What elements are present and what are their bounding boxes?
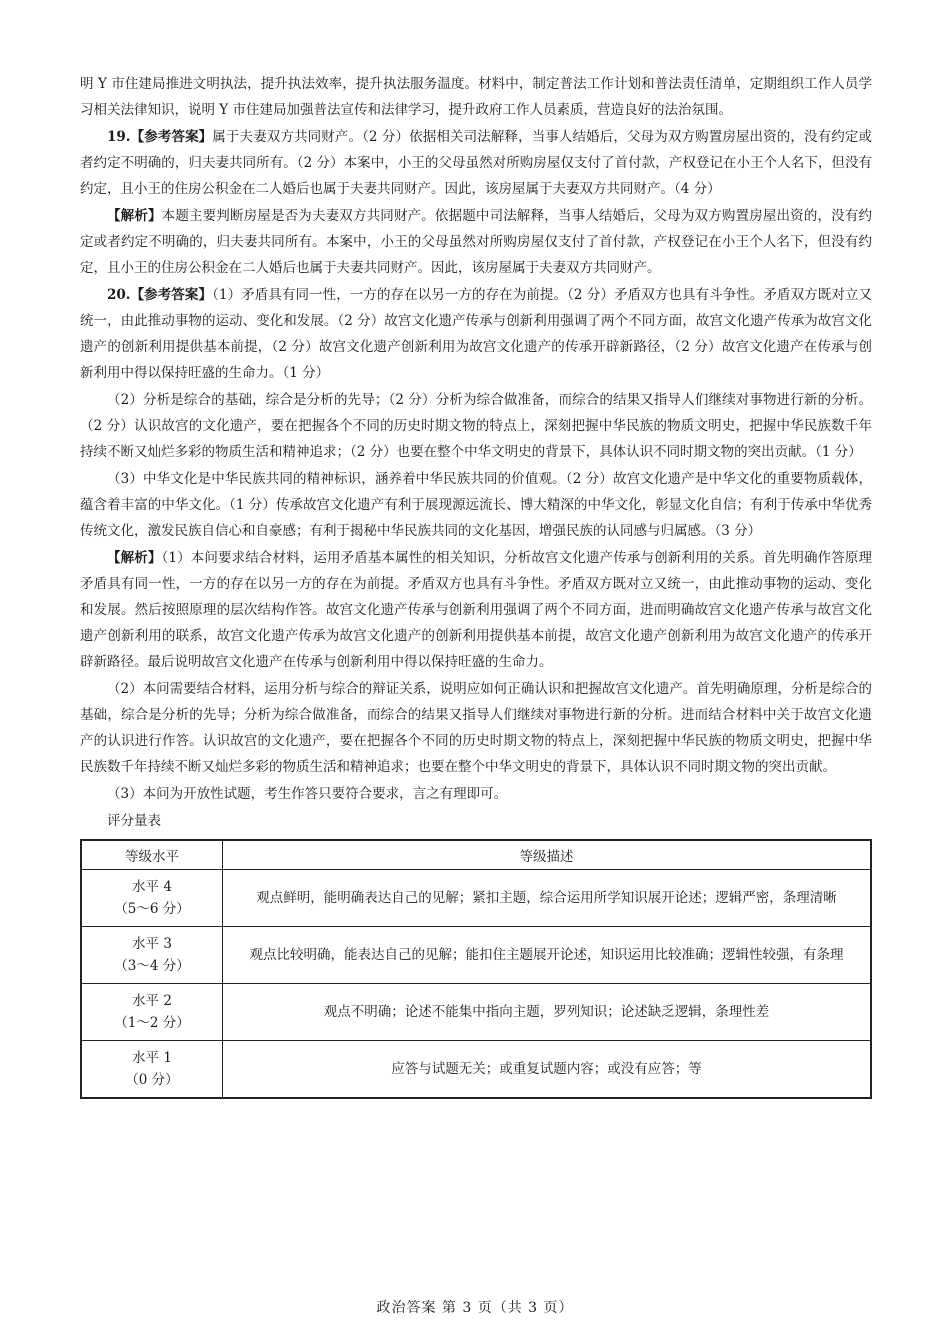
level-points: （5～6 分） xyxy=(114,901,190,917)
level-name: 水平 3 xyxy=(132,936,172,952)
table-row xyxy=(81,870,871,927)
table-row xyxy=(81,1041,871,1099)
page-footer: 政治答案 第 3 页（共 3 页） xyxy=(376,1300,574,1316)
table-row xyxy=(81,984,871,1041)
paragraph-text: 本题主要判断房屋是否为夫妻双方共同财产。依据题中司法解释，当事人结婚后，父母为双方购置房屋出资的，没有约定或者约定不明确的，归夫妻共同所有。本案中，小王的父母虽然对所购房屋仅支付了首付款，产权登记在小王个人名下，但没有约定，且小王的住房公积金在二人婚后也属于夫妻共同财产。因此，该房屋属于夫妻双方共同财产。 xyxy=(80,208,873,276)
paragraph-heading: 【解析】 xyxy=(107,208,162,224)
paragraph xyxy=(80,282,872,386)
scoring-scale-label: 评分量表 xyxy=(107,813,161,829)
level-description: 应答与试题无关；或重复试题内容；或没有应答；等 xyxy=(223,1041,872,1099)
level-name: 水平 2 xyxy=(132,993,172,1009)
level-cell xyxy=(81,870,223,927)
paragraph-text: （3）中华文化是中华民族共同的精神标识，涵养着中华民族共同的价值观。（2 分）故宫文化遗产是中华文化的重要物质载体，蕴含着丰富的中华文化。（1 分）传承故宫文化遗产有利于展现源远流长、博大精深的中华文化，彰显文化自信；有利于传承中华优秀传统文化，激发民族自信心和自豪感；有利于揭秘中华民族共同的文化基因，增强民族的认同感与归属感。（3 分） xyxy=(80,471,872,539)
paragraph-text: （2）分析是综合的基础，综合是分析的先导；（2 分）分析为综合做准备，而综合的结果又指导人们继续对事物进行新的分析。（2 分）认识故宫的文化遗产，要在把握各个不同的历史时期文物的特点上，深刻把握中华民族的物质文明史，把握中华民族数千年持续不断又灿烂多彩的物质生活和精神追求；（2 分）也要在整个中华文明史的背景下，具体认识不同时期文物的突出贡献。（1 分） xyxy=(80,392,872,460)
header-description: 等级描述 xyxy=(223,840,872,870)
level-name: 水平 1 xyxy=(132,1050,172,1066)
level-name: 水平 4 xyxy=(132,879,172,895)
scoring-scale-body xyxy=(81,870,871,1099)
paragraph xyxy=(80,676,872,780)
paragraph xyxy=(80,466,872,544)
scoring-scale-table xyxy=(80,839,872,1099)
paragraph-text: （1）本问要求结合材料，运用矛盾基本属性的相关知识，分析故宫文化遗产传承与创新利用的关系。首先明确作答原理矛盾具有同一性，一方的存在以另一方的存在为前提。矛盾双方也具有斗争性。矛盾双方既对立又统一，由此推动事物的运动、变化和发展。然后按照原理的层次结构作答。故宫文化遗产传承与创新利用强调了两个不同方面，进而明确故宫文化遗产传承与故宫文化遗产创新利用的联系，故宫文化遗产传承为故宫文化遗产的创新利用提供基本前提，故宫文化遗产创新利用为故宫文化遗产的传承开辟新路径。最后说明故宫文化遗产在传承与创新利用中得以保持旺盛的生命力。 xyxy=(80,550,872,670)
table-header-row xyxy=(81,840,871,870)
level-description: 观点鲜明，能明确表达自己的见解；紧扣主题，综合运用所学知识展开论述；逻辑严密，条理清晰 xyxy=(223,870,872,927)
answer-text xyxy=(80,71,872,807)
level-description: 观点不明确；论述不能集中指向主题，罗列知识；论述缺乏逻辑，条理性差 xyxy=(223,984,872,1041)
table-row xyxy=(81,927,871,984)
level-points: （3～4 分） xyxy=(114,958,190,974)
level-cell xyxy=(81,1041,223,1099)
paragraph xyxy=(80,71,872,123)
paragraph xyxy=(80,545,872,675)
paragraph-text: 属于夫妻双方共同财产。（2 分）依据相关司法解释，当事人结婚后，父母为双方购置房屋出资的，没有约定或者约定不明确的，归夫妻共同所有。（2 分）本案中，小王的父母虽然对所购房屋仅支付了首付款，产权登记在小王个人名下，但没有约定，且小王的住房公积金在二人婚后也属于夫妻共同财产。因此，该房屋属于夫妻双方共同财产。（4 分） xyxy=(80,129,872,197)
paragraph xyxy=(80,203,872,281)
paragraph-text: （3）本问为开放性试题，考生作答只要符合要求，言之有理即可。 xyxy=(107,786,508,802)
level-points: （1～2 分） xyxy=(114,1015,190,1031)
paragraph-heading: 19.【参考答案】 xyxy=(107,129,213,145)
paragraph-heading: 20.【参考答案】 xyxy=(107,287,213,303)
paragraph xyxy=(80,124,872,202)
paragraph-text: 明 Y 市住建局推进文明执法，提升执法效率，提升执法服务温度。材料中，制定普法工作计划和普法责任清单，定期组织工作人员学习相关法律知识，说明 Y 市住建局加强普法宣传和法律学习，提升政府工作人员素质，营造良好的法治氛围。 xyxy=(80,76,872,118)
level-description: 观点比较明确，能表达自己的见解；能扣住主题展开论述，知识运用比较准确；逻辑性较强，有条理 xyxy=(223,927,872,984)
level-cell xyxy=(81,927,223,984)
header-level: 等级水平 xyxy=(81,840,223,870)
paragraph-heading: 【解析】 xyxy=(107,550,162,566)
level-points: （0 分） xyxy=(125,1072,179,1088)
level-cell xyxy=(81,984,223,1041)
paragraph xyxy=(80,387,872,465)
page-content xyxy=(80,71,872,1099)
paragraph-text: （1）矛盾具有同一性，一方的存在以另一方的存在为前提。（2 分）矛盾双方也具有斗争性。矛盾双方既对立又统一，由此推动事物的运动、变化和发展。（2 分）故宫文化遗产传承与创新利用强调了两个不同方面，故宫文化遗产传承为故宫文化遗产的创新利用提供基本前提，（2 分）故宫文化遗产创新利用为故宫文化遗产的传承开辟新路径，（2 分）故宫文化遗产在传承与创新利用中得以保持旺盛的生命力。（1 分） xyxy=(80,287,872,381)
paragraph xyxy=(80,781,872,807)
paragraph-text: （2）本问需要结合材料，运用分析与综合的辩证关系，说明应如何正确认识和把握故宫文化遗产。首先明确原理，分析是综合的基础，综合是分析的先导；分析为综合做准备，而综合的结果又指导人们继续对事物进行新的分析。进而结合材料中关于故宫文化遗产的认识进行作答。认识故宫的文化遗产，要在把握各个不同的历史时期文物的特点上，深刻把握中华民族的物质文明史，把握中华民族数千年持续不断又灿烂多彩的物质生活和精神追求；也要在整个中华文明史的背景下，具体认识不同时期文物的突出贡献。 xyxy=(80,681,872,775)
